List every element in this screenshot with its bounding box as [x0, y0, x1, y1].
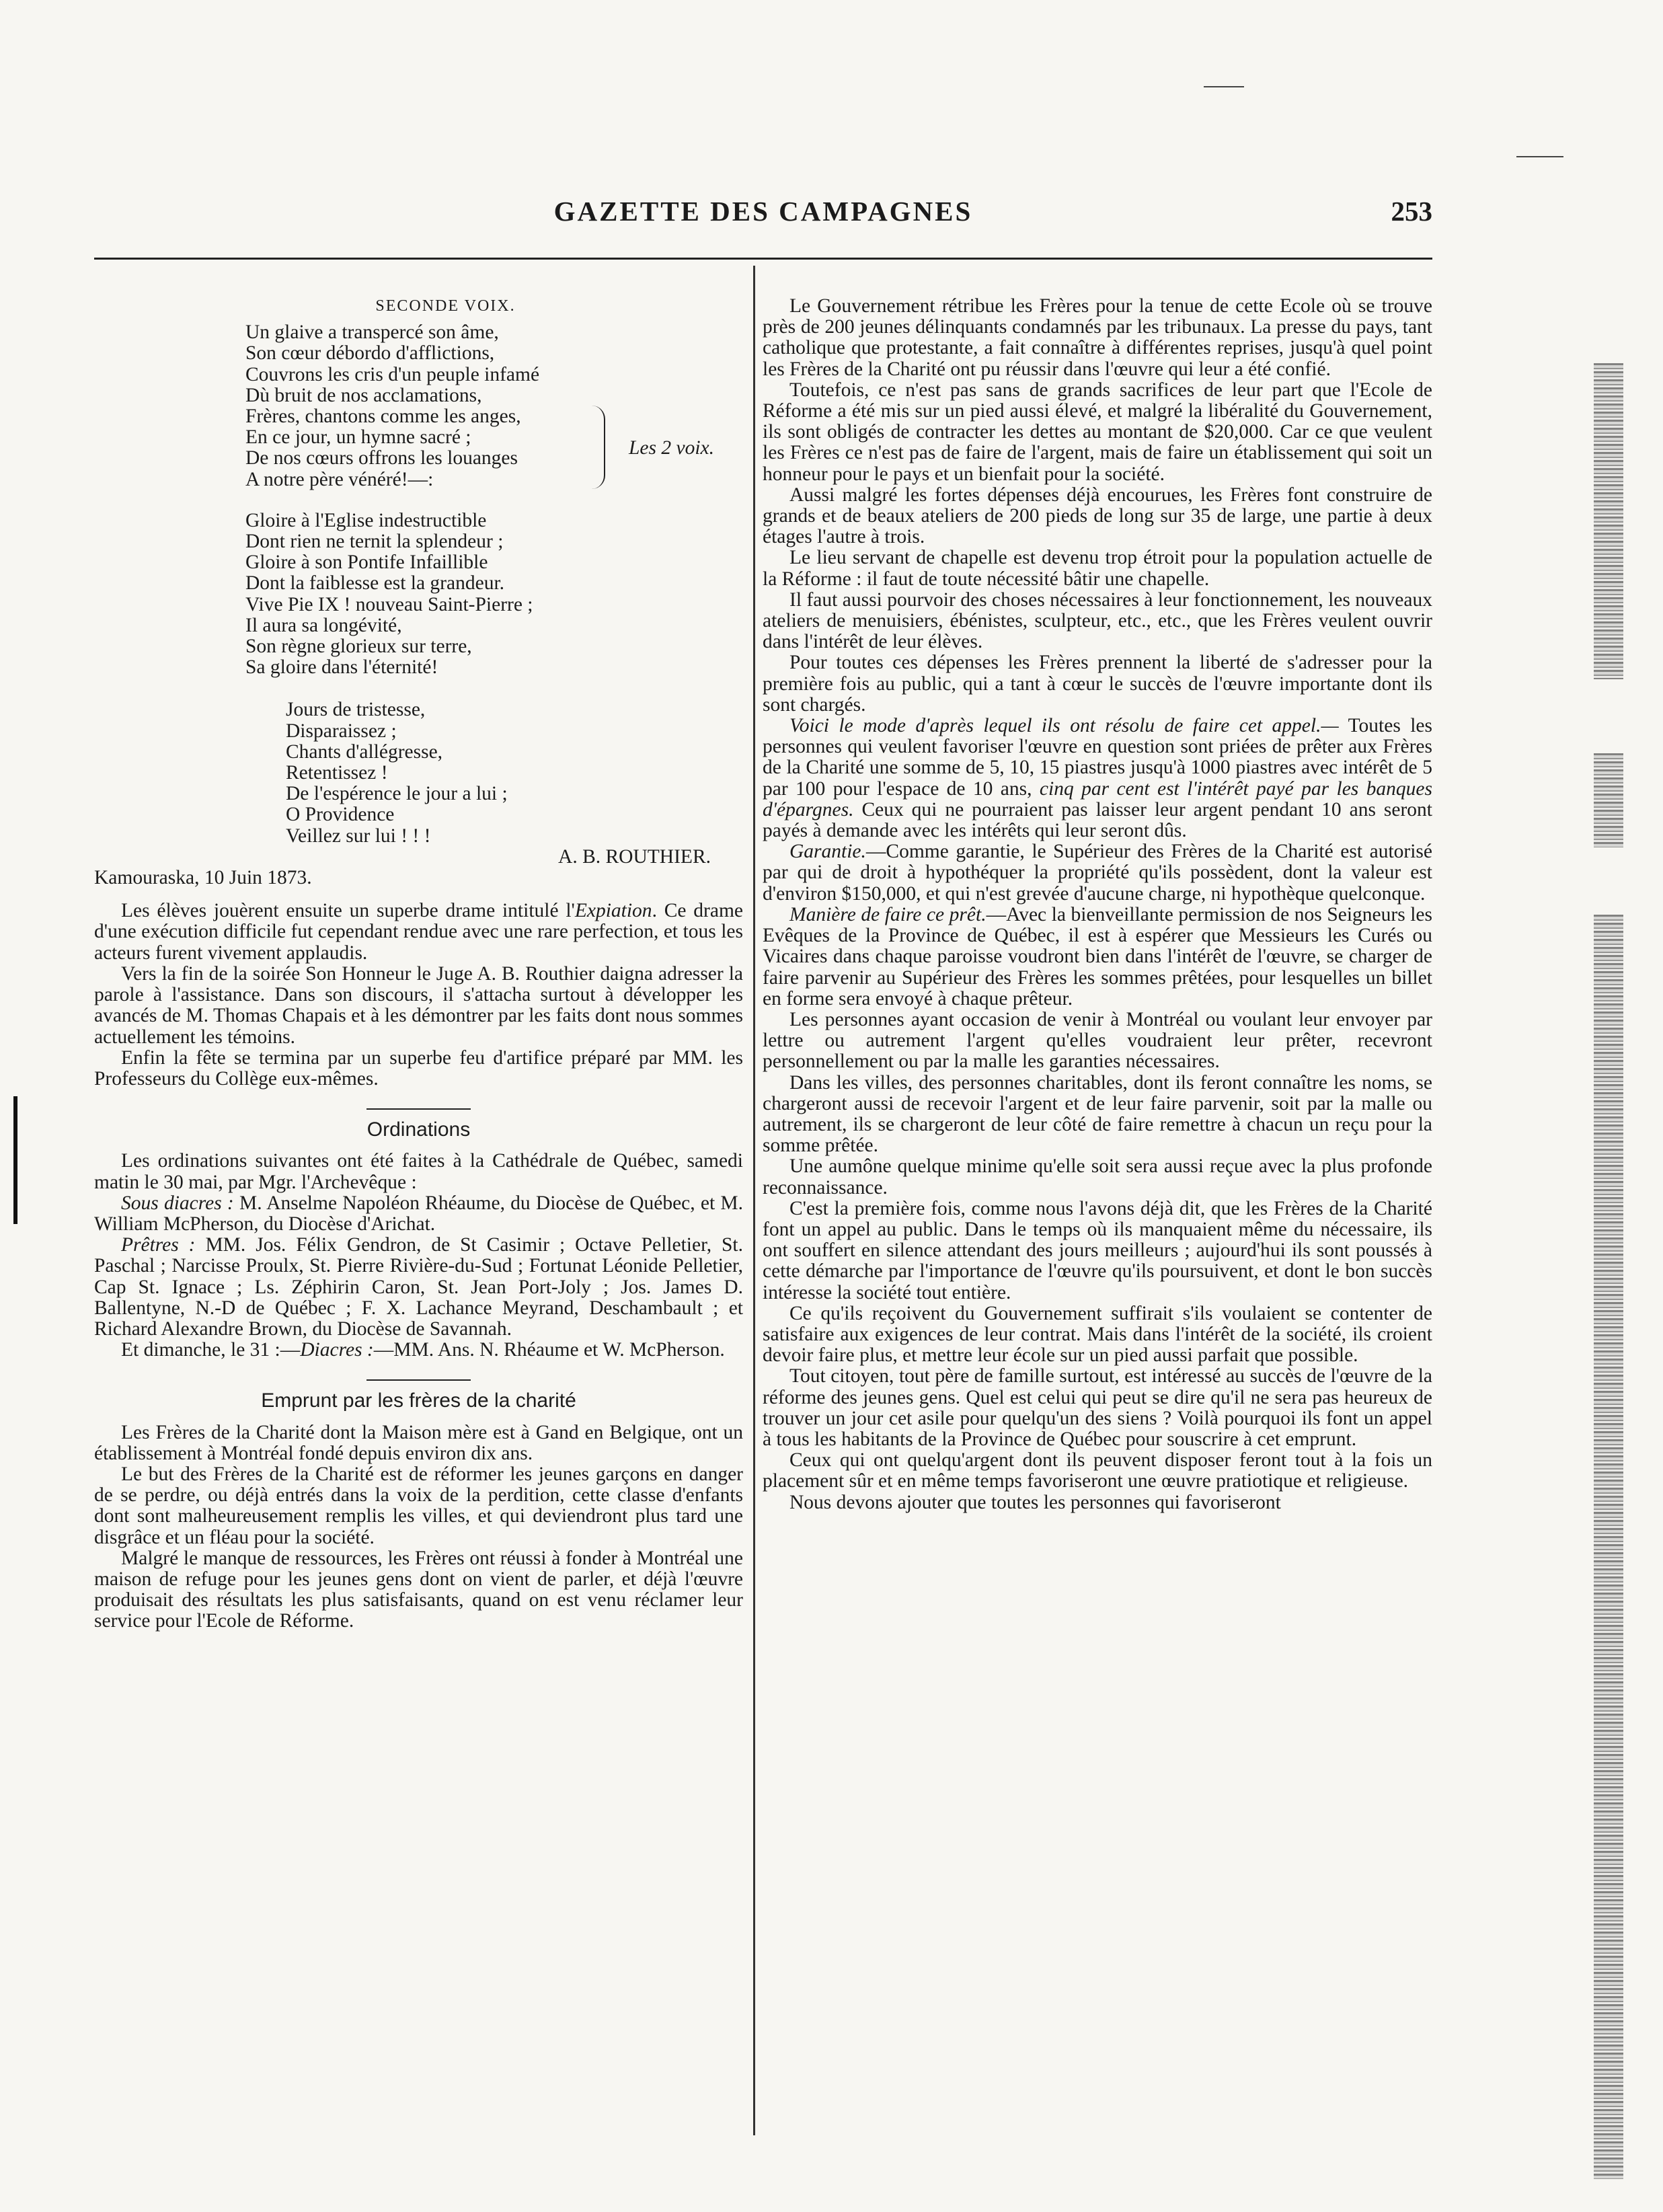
poem-stanza-3 [94, 699, 743, 846]
article-paragraph: Voici le mode d'après lequel ils ont résolu de faire cet appel.— Toutes les personnes qui veulent favoriser l'œuvre en question sont priées de prêter aux Frères de la Charité une somme de 5, 10, 15 piastres jusqu'à 1000 piastres avec intérêt de 5 par 100 pour l'espace de 10 ans, cinq par cent est l'intérêt payé par les banques d'épargnes. Ceux qui ne pourraient pas laisser leur argent pendant 10 ans seront payés à demande avec les intérêts qui leur seront dûs. [763, 715, 1432, 842]
poem-line: Veillez sur lui ! ! ! [286, 825, 431, 847]
poem-line: Chants d'allégresse, [286, 740, 443, 763]
article-paragraph: Enfin la fête se termina par un superbe feu d'artifice préparé par MM. les Professeurs du Collège eux-mêmes. [94, 1046, 743, 1090]
article-paragraph: Tout citoyen, tout père de famille surtout, est intéressé au succès de l'œuvre de la réforme des jeunes gens. Quel est celui qui peut se dire qu'il ne sera pas heureux de trouver un jour cet asile pour quelqu'un des siens ? Voilà pourquoi ils font un appel à tous les habitants de la Province de Québec pour souscrire à cet emprunt. [763, 1365, 1432, 1450]
article-paragraph: Malgré le manque de ressources, les Frères ont réussi à fonder à Montréal une maison de refuge pour les jeunes gens dont on vient de parler, et déjà l'œuvre produisait des résultats les plus satisfaisants, quand on est venu réclamer leur service pour l'Ecole de Réforme. [94, 1547, 743, 1632]
poem-line: De nos cœurs offrons les louanges [245, 447, 518, 469]
poem-line: Vive Pie IX ! nouveau Saint-Pierre ; [245, 593, 533, 615]
article-paragraph: Le lieu servant de chapelle est devenu trop étroit pour la population actuelle de la Réforme : il faut de toute nécessité bâtir une chapelle. [763, 547, 1432, 590]
poem-line: O Providence [286, 804, 395, 826]
poem-line: Dù bruit de nos acclamations, [245, 384, 482, 406]
article-paragraph: Une aumône quelque minime qu'elle soit sera aussi reçue avec la plus profonde reconnaissance. [763, 1155, 1432, 1198]
article-paragraph: Nous devons ajouter que toutes les personnes qui favoriseront [789, 1491, 1281, 1513]
article-paragraph: Le but des Frères de la Charité est de réformer les jeunes garçons en danger de se perdre, ou déjà entrés dans la voix de la perdition, cette classe d'enfants dont sont malheureusement remplis les villes, et qui deviendront plus tard une disgrâce et un fléau pour la société. [94, 1463, 743, 1548]
brace [592, 406, 605, 489]
article-paragraph: Manière de faire ce prêt.—Avec la bienveillante permission de nos Seigneurs les Evêques de la Province de Québec, il est à espérer que Messieurs les Curés ou Vicaires dans chaque paroisse voudront bien dans l'intérêt de l'œuvre, se charger de faire parvenir au Supérieur des Frères les sommes prêtées, pour lesquelles un billet en forme sera envoyé à chaque prêteur. [763, 903, 1432, 1009]
poem-line: Frères, chantons comme les anges, [245, 406, 521, 428]
poem-line: Dont rien ne ternit la splendeur ; [245, 531, 504, 553]
poem-stanza-2 [94, 510, 743, 679]
left-column [94, 296, 743, 1632]
article-paragraph: Les personnes ayant occasion de venir à Montréal ou voulant leur envoyer par lettre ou autrement l'argent qu'elles voudraient leur prêter, recevront personnellement ou par la malle les garanties nécessaires. [763, 1008, 1432, 1073]
poem-line: Son cœur débordo d'afflictions, [245, 342, 495, 365]
article-paragraph: Sous diacres : M. Anselme Napoléon Rhéaume, du Diocèse de Québec, et M. William McPherson, du Diocèse d'Arichat. [94, 1192, 743, 1235]
article-paragraph: Vers la fin de la soirée Son Honneur le Juge A. B. Routhier daigna adresser la parole à l'assistance. Dans son discours, il s'attacha surtout à développer les avancés de M. Thomas Chapais et à les démontrer par les faits dont nous sommes actuellement les témoins. [94, 962, 743, 1048]
header-rule [94, 258, 1432, 260]
article-paragraph: Et dimanche, le 31 :—Diacres :—MM. Ans. N. Rhéaume et W. McPherson. [121, 1339, 725, 1361]
poem-line: Il aura sa longévité, [245, 614, 402, 636]
poem-line: A notre père vénéré!—: [245, 468, 434, 490]
poem-line: Couvrons les cris d'un peuple infamé [245, 363, 540, 385]
article-paragraph: Garantie.—Comme garantie, le Supérieur des Frères de la Charité est autorisé par qui de droit à hypothéquer la propriété qu'ils possèdent, dont la valeur est d'environ $150,000, et qui n'est grevée d'aucune charge, ni hypothèque quelconque. [763, 841, 1432, 905]
column-divider [753, 266, 755, 2135]
article-paragraph: Ce qu'ils reçoivent du Gouvernement suffirait s'ils voulaient se contenter de satisfaire aux exigences de leur contrat. Mais dans l'intérêt de la société, ils croient devoir faire plus, et mettre leur école sur un pied aussi parfait que possible. [763, 1302, 1432, 1367]
poem-line: Dont la faiblesse est la grandeur. [245, 572, 505, 595]
article-paragraph: Il faut aussi pourvoir des choses nécessaires à leur fonctionnement, les nouveaux ateliers de menuisiers, ébénistes, sculpteur, etc., etc., que les Frères veulent ouvrir dans l'intérêt de leur élèves. [763, 588, 1432, 653]
poem-line: En ce jour, un hymne sacré ; [245, 426, 471, 449]
poem-line: Disparaissez ; [286, 720, 397, 742]
section-title-emprunt: Emprunt par les frères de la charité [261, 1389, 576, 1412]
section-title-ordinations: Ordinations [366, 1118, 471, 1141]
newspaper-title: GAZETTE DES CAMPAGNES [553, 196, 973, 227]
article-paragraph: Pour toutes ces dépenses les Frères prennent la liberté de s'adresser pour la première fois au public, qui a tant à cœur le succès de l'œuvre importante dont ils sont chargés. [763, 652, 1432, 716]
right-column [763, 296, 1432, 1513]
article-paragraph: Les élèves jouèrent ensuite un superbe drame intitulé l'Expiation. Ce drame d'une exécution difficile fut cependant rendue avec une rare perfection, et tous les acteurs furent vivement applaudis. [94, 900, 743, 964]
article-paragraph: Prêtres : MM. Jos. Félix Gendron, de St Casimir ; Octave Pelletier, St. Paschal ; Narcisse Proulx, St. Pierre Rivière-du-Sud ; Fortunat Léonide Pelletier, Cap St. Ignace ; Ls. Zéphirin Caron, St. Jean Port-Joly ; Jos. James D. Ballentyne, N.-D de Québec ; F. X. Lachance Meyrand, Deschambault ; et Richard Alexandre Brown, du Diocèse de Savannah. [94, 1234, 743, 1340]
poem-line: Jours de tristesse, [286, 699, 426, 721]
scan-mark [1516, 156, 1563, 157]
section-separator [366, 1108, 471, 1110]
poem-line: De l'espérence le jour a lui ; [286, 783, 508, 805]
margin-bar [13, 1096, 17, 1224]
brace-label: Les 2 voix. [629, 437, 714, 459]
page-number: 253 [1391, 196, 1432, 227]
voice-heading: SECONDE VOIX. [375, 297, 516, 315]
poem-line: Retentissez ! [286, 762, 388, 784]
article-paragraph: Dans les villes, des personnes charitables, dont ils feront connaître les noms, se chargeront aussi de recevoir l'argent et de leur faire parvenir, soit par la malle ou autrement, ils se chargeront de leur côté de faire remettre à chacun un reçu pour la somme prêtée. [763, 1071, 1432, 1157]
section-separator [366, 1379, 471, 1381]
poem-line: Son règne glorieux sur terre, [245, 636, 472, 658]
scan-mark [1204, 86, 1244, 87]
poem-line: Sa gloire dans l'éternité! [245, 656, 438, 679]
poem-signature: A. B. ROUTHIER. [558, 845, 711, 868]
article-paragraph: Aussi malgré les fortes dépenses déjà encourues, les Frères font construire de grands et de beaux ateliers de 200 pieds de long sur 35 de large, une partie à deux étages l'autre à trois. [763, 484, 1432, 548]
page-header [94, 190, 1432, 231]
poem-line: Un glaive a transpercé son âme, [245, 321, 499, 344]
article-paragraph: Toutefois, ce n'est pas sans de grands sacrifices de leur part que l'Ecole de Réforme a été mis sur un pied aussi élevé, et malgré la libéralité du Gouvernement, ils sont obligés de contracter les dettes au montant de $20,000. Car ce que veulent les Frères ce n'est pas de faire de l'argent, mais de faire un établissement qui soit un honneur pour le pays et un bienfait pour la société. [763, 379, 1432, 485]
margin-scan-strip [1594, 363, 1623, 679]
dateline: Kamouraska, 10 Juin 1873. [94, 867, 312, 889]
article-paragraph: Les Frères de la Charité dont la Maison mère est à Gand en Belgique, ont un établissement à Montréal fondé depuis environ dix ans. [94, 1421, 743, 1464]
article-paragraph: Ceux qui ont quelqu'argent dont ils peuvent disposer feront tout à la fois un placement sûr et en même temps favoriseront une œuvre pratiotique et religieuse. [763, 1449, 1432, 1492]
poem-line: Gloire à son Pontife Infaillible [245, 551, 488, 574]
poem-stanza-1 [94, 322, 743, 490]
poem-line: Gloire à l'Eglise indestructible [245, 509, 487, 531]
margin-scan-strip [1594, 753, 1623, 847]
article-paragraph: Le Gouvernement rétribue les Frères pour la tenue de cette Ecole où se trouve près de 200 jeunes délinquants condamnés par les tribunaux. La presse du pays, tant catholique que protestante, a fait connaître à différentes reprises, jusqu'à quel point les Frères de la Charité ont pu réussir dans l'œuvre qui leur a été confié. [763, 295, 1432, 380]
article-paragraph: C'est la première fois, comme nous l'avons déjà dit, que les Frères de la Charité font un appel au public. Dans le temps où ils manquaient même du nécessaire, ils ont souffert en silence attendant des jours meilleurs ; aujourd'hui ils sont poussés à cette démarche par l'importance de l'œuvre qu'ils poursuivent, et dont le bon succès intéresse la société tout entière. [763, 1197, 1432, 1303]
article-paragraph: Les ordinations suivantes ont été faites à la Cathédrale de Québec, samedi matin le 30 mai, par Mgr. l'Archevêque : [94, 1150, 743, 1193]
margin-scan-strip [1594, 915, 1623, 2179]
